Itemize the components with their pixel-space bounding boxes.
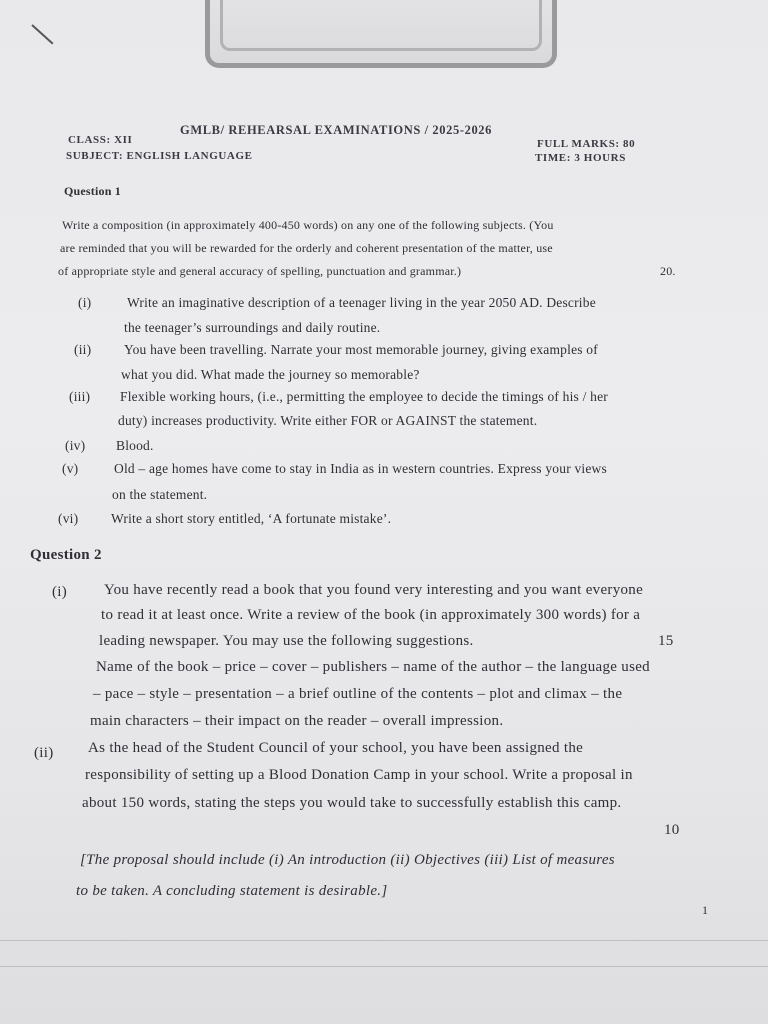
- q2-part1-text: You have recently read a book that you found very interesting and you want everyone: [104, 582, 644, 598]
- q2-part2-note: to be taken. A concluding statement is desirable.]: [76, 883, 388, 899]
- q1-item-text: on the statement.: [112, 487, 208, 502]
- paper-edge-line: [0, 966, 768, 967]
- q1-item-number: (vi): [58, 511, 79, 526]
- q1-marks: 20.: [660, 264, 676, 278]
- q1-intro-line: of appropriate style and general accuracy of spelling, punctuation and grammar.): [58, 264, 462, 278]
- paper-edge-line: [0, 940, 768, 941]
- q2-part-number: (ii): [34, 745, 54, 761]
- q2-part1-text: to read it at least once. Write a review of the book (in approximately 300 words) for a: [101, 607, 641, 623]
- q1-item-text: Write an imaginative description of a teenager living in the year 2050 AD. Describe: [127, 295, 596, 310]
- q1-item-text: Blood.: [116, 438, 154, 453]
- q1-item-text: what you did. What made the journey so memorable?: [121, 367, 420, 382]
- clip-wire: [220, 0, 542, 51]
- q1-item-text: You have been travelling. Narrate your most memorable journey, giving examples of: [124, 342, 598, 357]
- q1-item-text: Flexible working hours, (i.e., permitting the employee to decide the timings of his / her: [120, 389, 608, 404]
- clipboard-clip: [205, 0, 557, 68]
- q2-part1-text: main characters – their impact on the reader – overall impression.: [90, 713, 504, 729]
- q2-part2-text: As the head of the Student Council of your school, you have been assigned the: [88, 740, 584, 756]
- q1-intro-line: are reminded that you will be rewarded for the orderly and coherent presentation of the matter, use: [60, 241, 553, 255]
- q2-part1-marks: 15: [658, 633, 674, 649]
- q2-part2-text: responsibility of setting up a Blood Donation Camp in your school. Write a proposal in: [85, 767, 633, 783]
- q2-part1-text: Name of the book – price – cover – publishers – name of the author – the language used: [96, 659, 650, 675]
- pen-mark: [31, 24, 53, 44]
- class-label: CLASS: XII: [68, 134, 133, 146]
- time-label: TIME: 3 HOURS: [535, 152, 626, 164]
- q1-item-text: the teenager’s surroundings and daily routine.: [124, 320, 381, 335]
- q2-part2-marks: 10: [664, 822, 680, 838]
- q1-item-number: (ii): [74, 342, 92, 357]
- q2-part2-text: about 150 words, stating the steps you would take to successfully establish this camp.: [82, 795, 622, 811]
- q2-part1-text: leading newspaper. You may use the following suggestions.: [99, 633, 474, 649]
- question-2-heading: Question 2: [30, 547, 102, 563]
- q1-item-text: duty) increases productivity. Write either FOR or AGAINST the statement.: [118, 413, 538, 428]
- q1-item-number: (iii): [69, 389, 91, 404]
- q1-item-text: Write a short story entitled, ‘A fortunate mistake’.: [111, 511, 392, 526]
- q1-item-number: (iv): [65, 438, 86, 453]
- subject-label: SUBJECT: ENGLISH LANGUAGE: [66, 150, 253, 162]
- q1-intro-line: Write a composition (in approximately 400-450 words) on any one of the following subjects. (You: [62, 218, 554, 232]
- q1-item-number: (i): [78, 295, 92, 310]
- q1-item-number: (v): [62, 461, 79, 476]
- q2-part-number: (i): [52, 584, 68, 600]
- page-number: 1: [702, 903, 709, 917]
- question-1-heading: Question 1: [64, 184, 122, 198]
- full-marks-label: FULL MARKS: 80: [537, 138, 636, 150]
- exam-title: GMLB/ REHEARSAL EXAMINATIONS / 2025-2026: [180, 123, 492, 137]
- q2-part1-text: – pace – style – presentation – a brief outline of the contents – plot and climax – the: [93, 686, 623, 702]
- q1-item-text: Old – age homes have come to stay in India as in western countries. Express your views: [114, 461, 607, 476]
- q2-part2-note: [The proposal should include (i) An introduction (ii) Objectives (iii) List of measures: [80, 852, 615, 868]
